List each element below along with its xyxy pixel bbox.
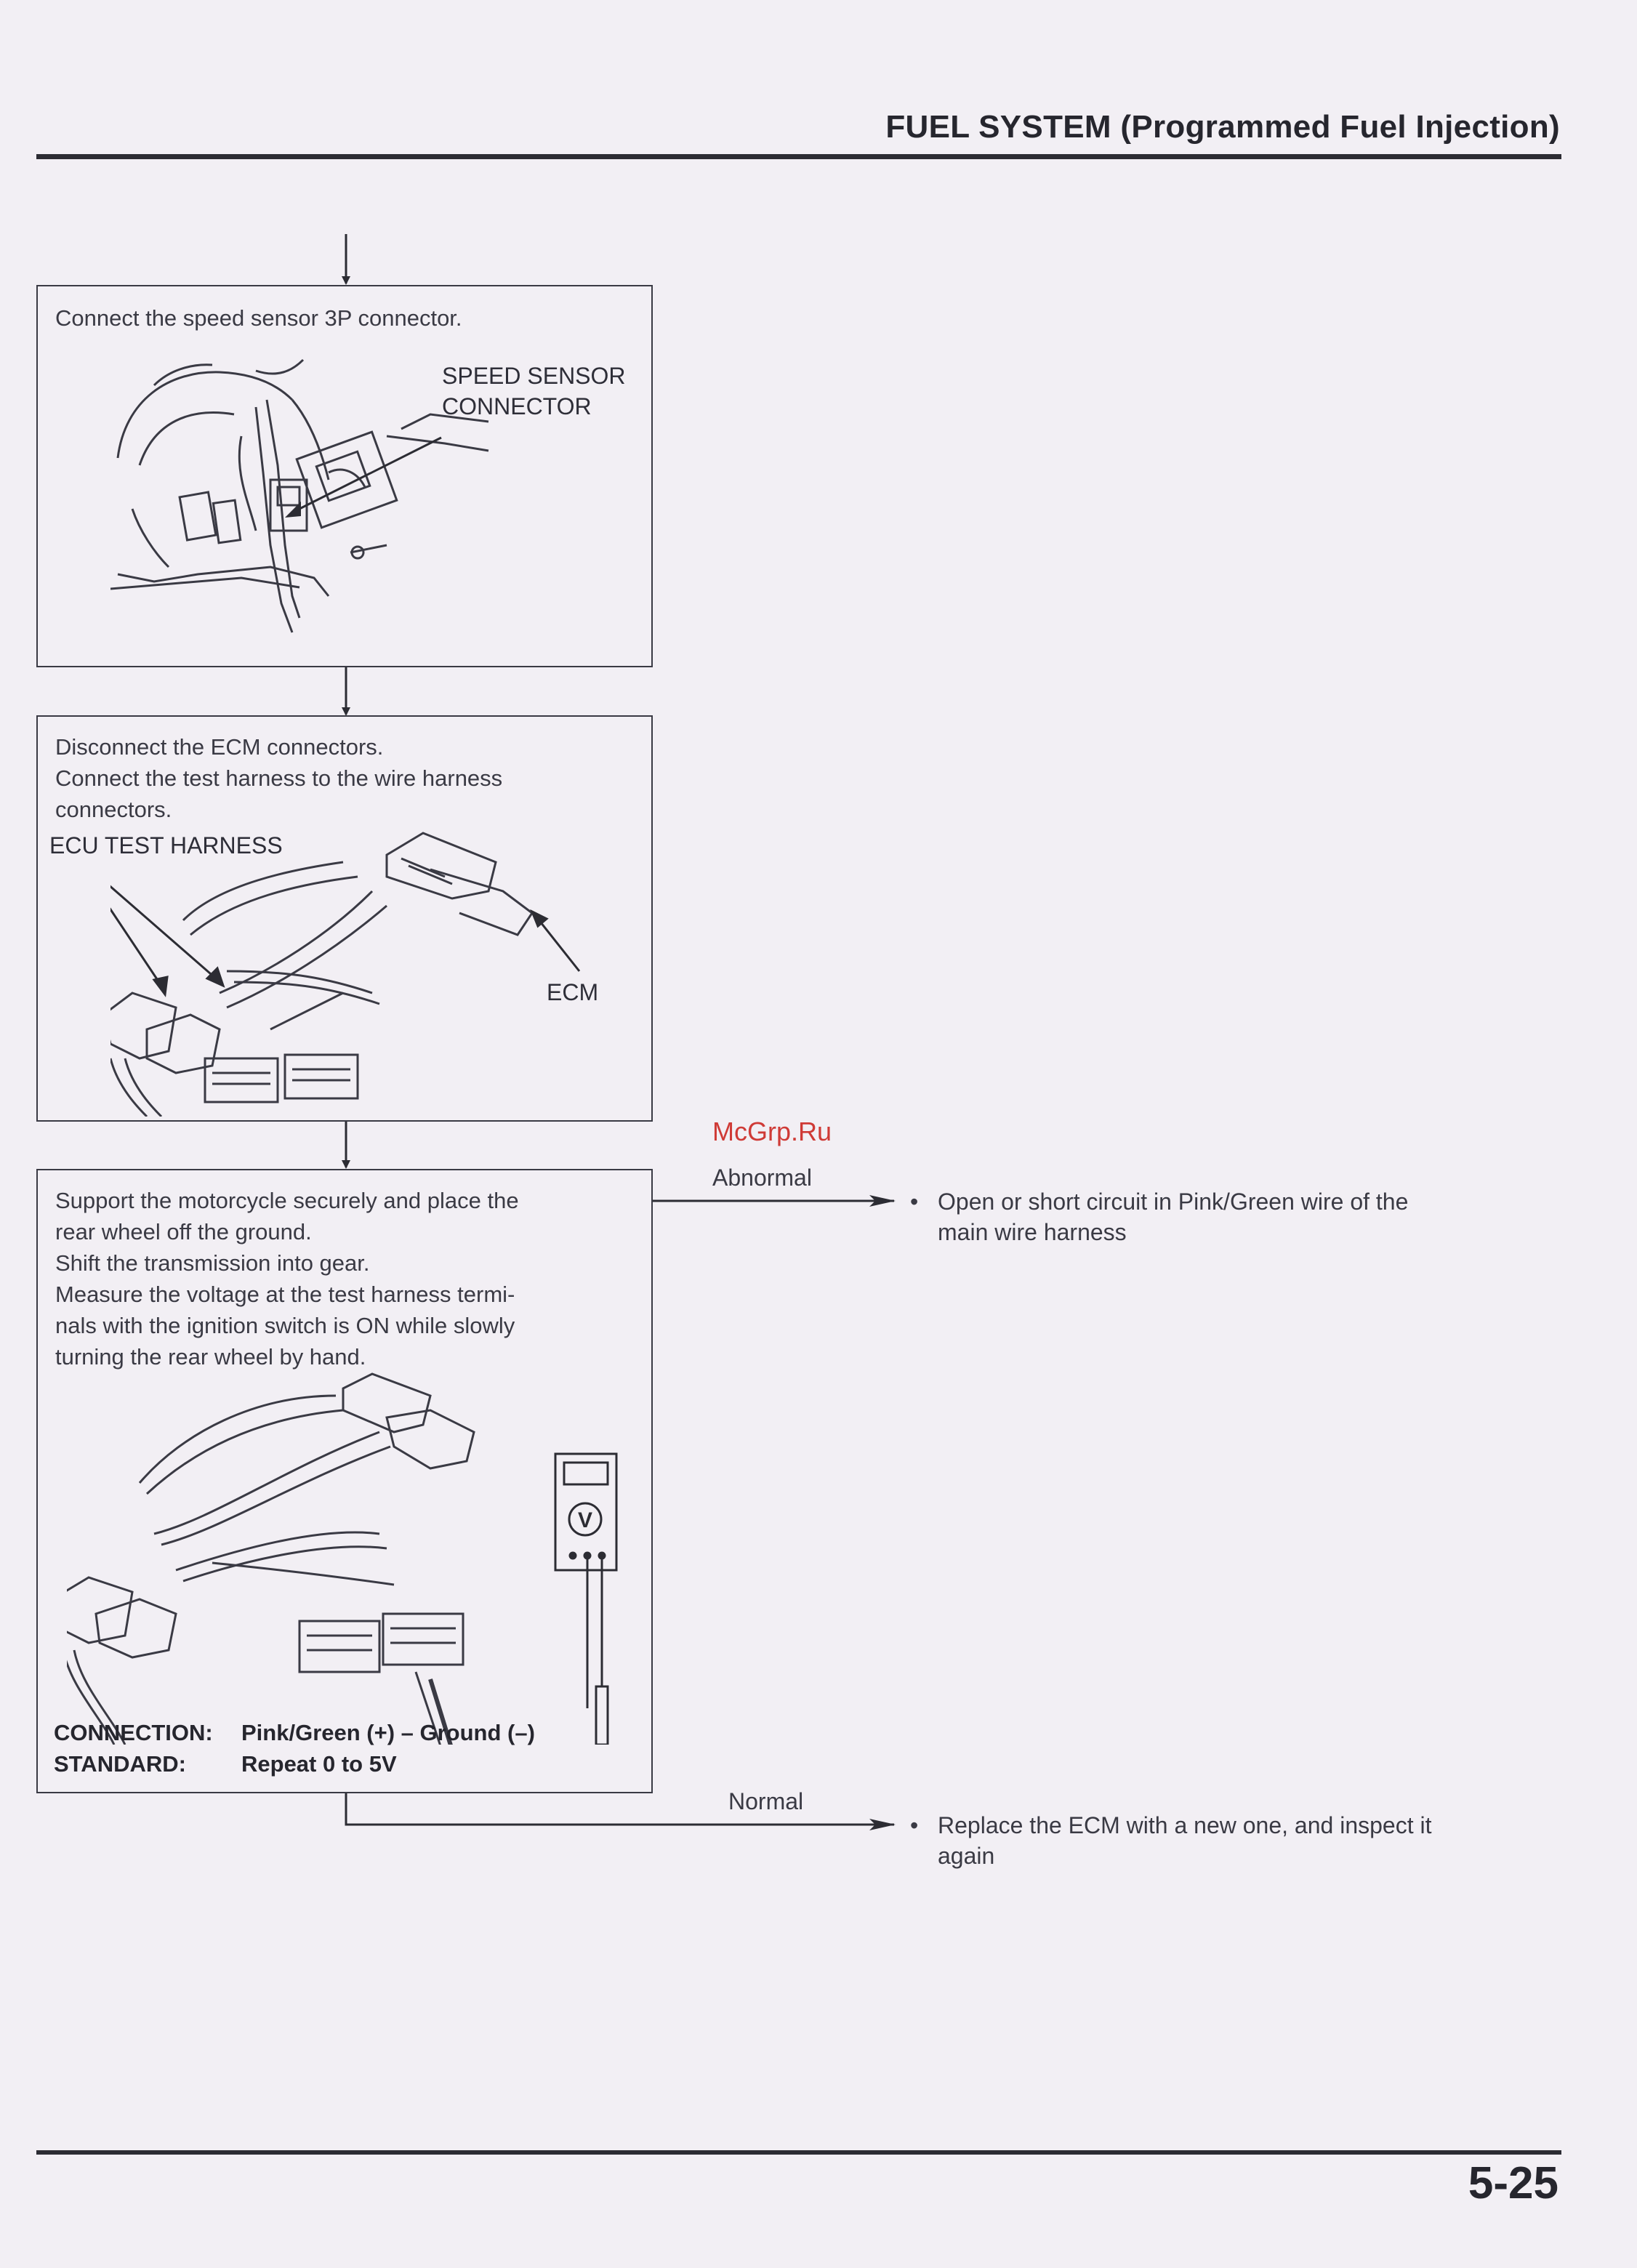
step-3-line: Measure the voltage at the test harness termi- — [55, 1282, 515, 1307]
standard-label: STANDARD: — [54, 1751, 186, 1777]
step-2-text — [55, 731, 502, 825]
step-3-text — [55, 1185, 519, 1372]
step-2-line: Connect the test harness to the wire harness — [55, 765, 503, 791]
step-2-box — [36, 715, 653, 1122]
standard-value: Repeat 0 to 5V — [241, 1751, 397, 1777]
step-3-line: Support the motorcycle securely and place the — [55, 1188, 519, 1213]
normal-label: Normal — [728, 1788, 804, 1814]
step-1-box — [36, 285, 653, 667]
connection-label: CONNECTION: — [54, 1720, 213, 1745]
step-1-line: Connect the speed sensor 3P connector. — [55, 305, 462, 331]
abnormal-label: Abnormal — [712, 1165, 812, 1191]
connection-value: Pink/Green (+) – Ground (–) — [241, 1720, 535, 1745]
page-header-title: FUEL SYSTEM (Programmed Fuel Injection) — [885, 109, 1560, 145]
step-1-text — [55, 302, 462, 334]
step-3-line: turning the rear wheel by hand. — [55, 1344, 366, 1370]
normal-result: • Replace the ECM with a new one, and inspect it again — [938, 1810, 1431, 1871]
voltmeter-symbol: V — [577, 1508, 593, 1532]
normal-arrow — [346, 1793, 894, 1825]
step-3-line: nals with the ignition switch is ON while slowly — [55, 1313, 515, 1338]
abnormal-result: • Open or short circuit in Pink/Green wire of the main wire harness — [938, 1186, 1408, 1247]
watermark: McGrp.Ru — [712, 1117, 832, 1146]
step-2-line: connectors. — [55, 797, 172, 822]
speed-sensor-connector-callout: SPEED SENSOR CONNECTOR — [442, 363, 626, 419]
footer-rule — [36, 2150, 1561, 2155]
step-3-line: Shift the transmission into gear. — [55, 1250, 370, 1276]
standard-spec — [54, 1748, 397, 1780]
page-number: 5-25 — [1468, 2158, 1558, 2208]
voltage-test-illustration — [67, 1367, 648, 1745]
multimeter — [467, 1454, 616, 1745]
speed-sensor-connector-illustration — [110, 356, 503, 647]
connection-spec — [54, 1717, 535, 1748]
step-3-box — [36, 1169, 653, 1793]
ecu-test-harness-illustration — [110, 826, 619, 1117]
ecm-callout: ECM — [547, 979, 599, 1005]
ecu-test-harness-callout: ECU TEST HARNESS — [49, 832, 283, 858]
bullet-dot: • — [910, 1189, 919, 1215]
bullet-dot: • — [910, 1812, 919, 1838]
step-2-line: Disconnect the ECM connectors. — [55, 734, 384, 760]
step-3-line: rear wheel off the ground. — [55, 1219, 312, 1244]
